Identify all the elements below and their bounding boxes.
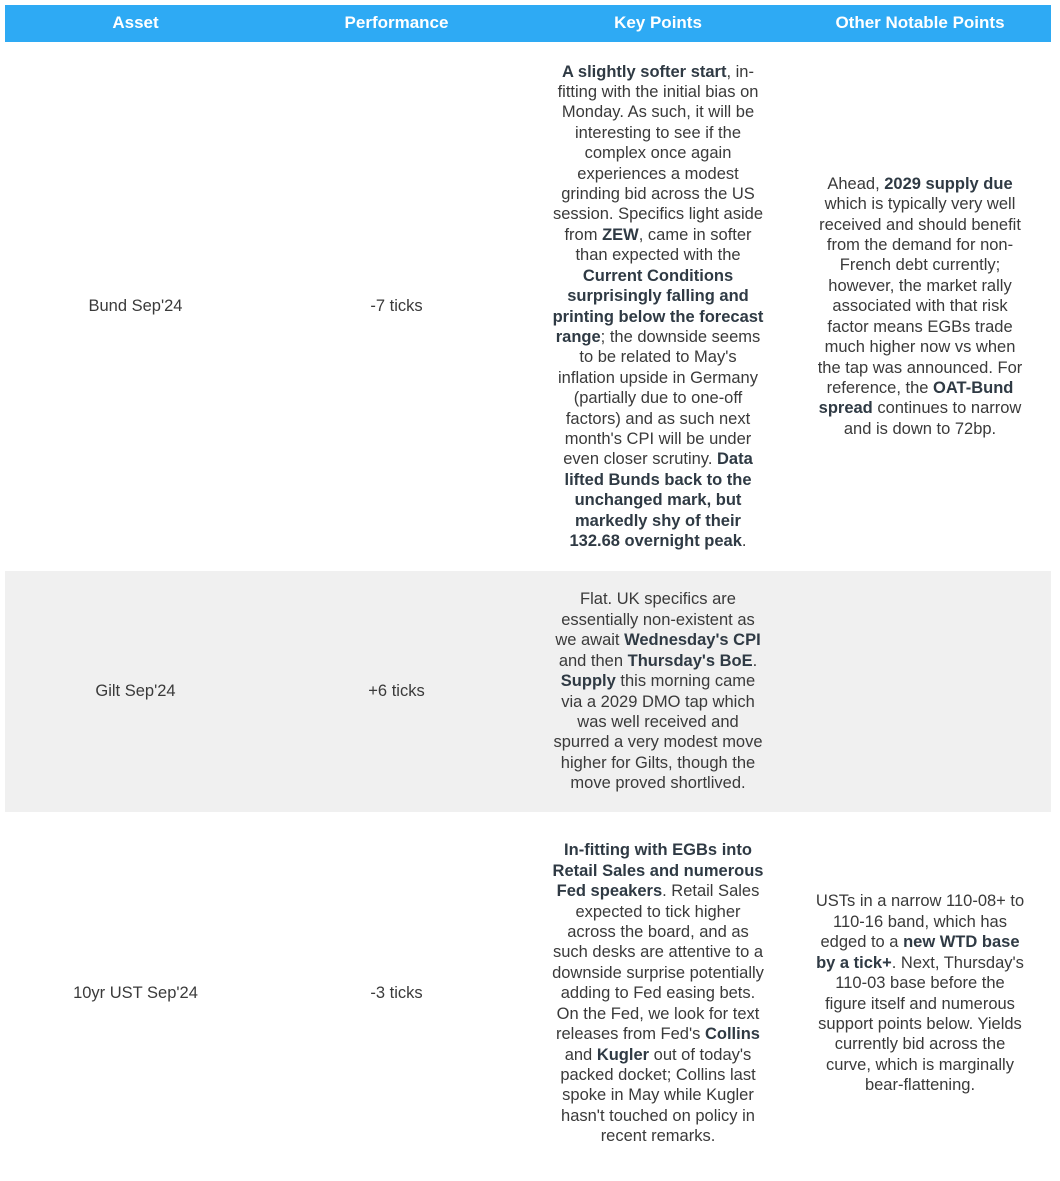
- header-key-points: Key Points: [527, 5, 789, 42]
- emphasis-text: Kugler: [596, 1045, 650, 1064]
- emphasis-text: Current Conditions surprisingly falling and printing below the forecast range: [552, 266, 764, 346]
- body-text: .: [752, 651, 758, 670]
- performance-cell: -3 ticks: [370, 984, 423, 1003]
- asset-cell: Bund Sep'24: [88, 297, 183, 316]
- table-row: [5, 812, 1051, 1175]
- key-points-text: [552, 589, 764, 793]
- body-text: , came in softer than expected with the: [575, 225, 752, 265]
- table-header: [5, 5, 1051, 42]
- performance-cell: -7 ticks: [370, 297, 423, 316]
- header-asset: Asset: [5, 5, 266, 42]
- emphasis-text: 2029 supply due: [884, 174, 1013, 193]
- body-text: continues to narrow and is down to 72bp.: [843, 399, 1022, 438]
- emphasis-text: In-fitting with EGBs into Retail Sales and numerous Fed speakers: [552, 841, 764, 901]
- body-text: . Retail Sales expected to tick higher across the board, and as such desks are attentive to a downside surprise potentially adding to Fed easing bets. On the Fed, we look for text releases from Fed's: [552, 882, 764, 1044]
- other-points-cell: [789, 571, 1051, 812]
- body-text: ; the downside seems to be related to May's inflation upside in Germany (partially due to one-off factors) and as such next month's CPI will be under even closer scrutiny.: [558, 327, 761, 469]
- key-points-text: [552, 840, 764, 1146]
- key-points-cell: [527, 812, 789, 1175]
- other-points-text: [813, 174, 1027, 439]
- key-points-text: [552, 62, 764, 552]
- emphasis-text: Thursday's BoE: [627, 651, 753, 670]
- table-row: [5, 42, 1051, 571]
- header-other-notable-points: Other Notable Points: [789, 5, 1051, 42]
- body-text: and: [564, 1045, 597, 1064]
- emphasis-text: ZEW: [602, 225, 639, 244]
- emphasis-text: OAT-Bund spread: [818, 378, 1014, 418]
- body-text: and then: [558, 651, 628, 670]
- table-row: [5, 571, 1051, 812]
- body-text: Flat. UK specifics are essentially non-existent as we await: [555, 590, 755, 650]
- key-points-cell: [527, 571, 789, 812]
- market-table: [5, 5, 1051, 1175]
- body-text: .: [741, 531, 747, 550]
- asset-cell: Gilt Sep'24: [95, 682, 176, 701]
- body-text: Ahead,: [827, 174, 885, 193]
- body-text: out of today's packed docket; Collins last spoke in May while Kugler hasn't touched on policy in recent remarks.: [560, 1045, 756, 1146]
- header-performance: Performance: [266, 5, 527, 42]
- body-text: , in-fitting with the initial bias on Monday. As such, it will be interesting to see if the complex once again experiences a modest grinding bid across the US session. Specifics light aside from: [552, 62, 764, 244]
- other-points-text: [813, 891, 1027, 1095]
- emphasis-text: A slightly softer start: [562, 62, 727, 81]
- other-points-cell: [789, 812, 1051, 1175]
- body-text: this morning came via a 2029 DMO tap which was well received and spurred a very modest move higher for Gilts, though the move proved shortlived.: [553, 672, 763, 793]
- emphasis-text: new WTD base by a tick+: [816, 933, 1020, 972]
- asset-cell: 10yr UST Sep'24: [73, 984, 198, 1003]
- body-text: USTs in a narrow 110-08+ to 110-16 band, which has edged to a: [815, 892, 1025, 952]
- emphasis-text: Supply: [560, 672, 616, 691]
- emphasis-text: Wednesday's CPI: [624, 631, 761, 650]
- body-text: which is typically very well received and should benefit from the demand for non-French debt currently; however, the market rally associated with that risk factor means EGBs trade much higher now vs when the tap was announced. For reference, the: [817, 195, 1023, 397]
- emphasis-text: Data lifted Bunds back to the unchanged mark, but markedly shy of their 132.68 overnight peak: [564, 450, 753, 550]
- key-points-cell: [527, 42, 789, 571]
- body-text: . Next, Thursday's 110-03 base before the figure itself and numerous support points below. Yields currently bid across the curve, which is marginally bear-flattening.: [818, 953, 1024, 1095]
- performance-cell: +6 ticks: [368, 682, 425, 701]
- emphasis-text: Collins: [704, 1025, 760, 1044]
- other-points-cell: [789, 42, 1051, 571]
